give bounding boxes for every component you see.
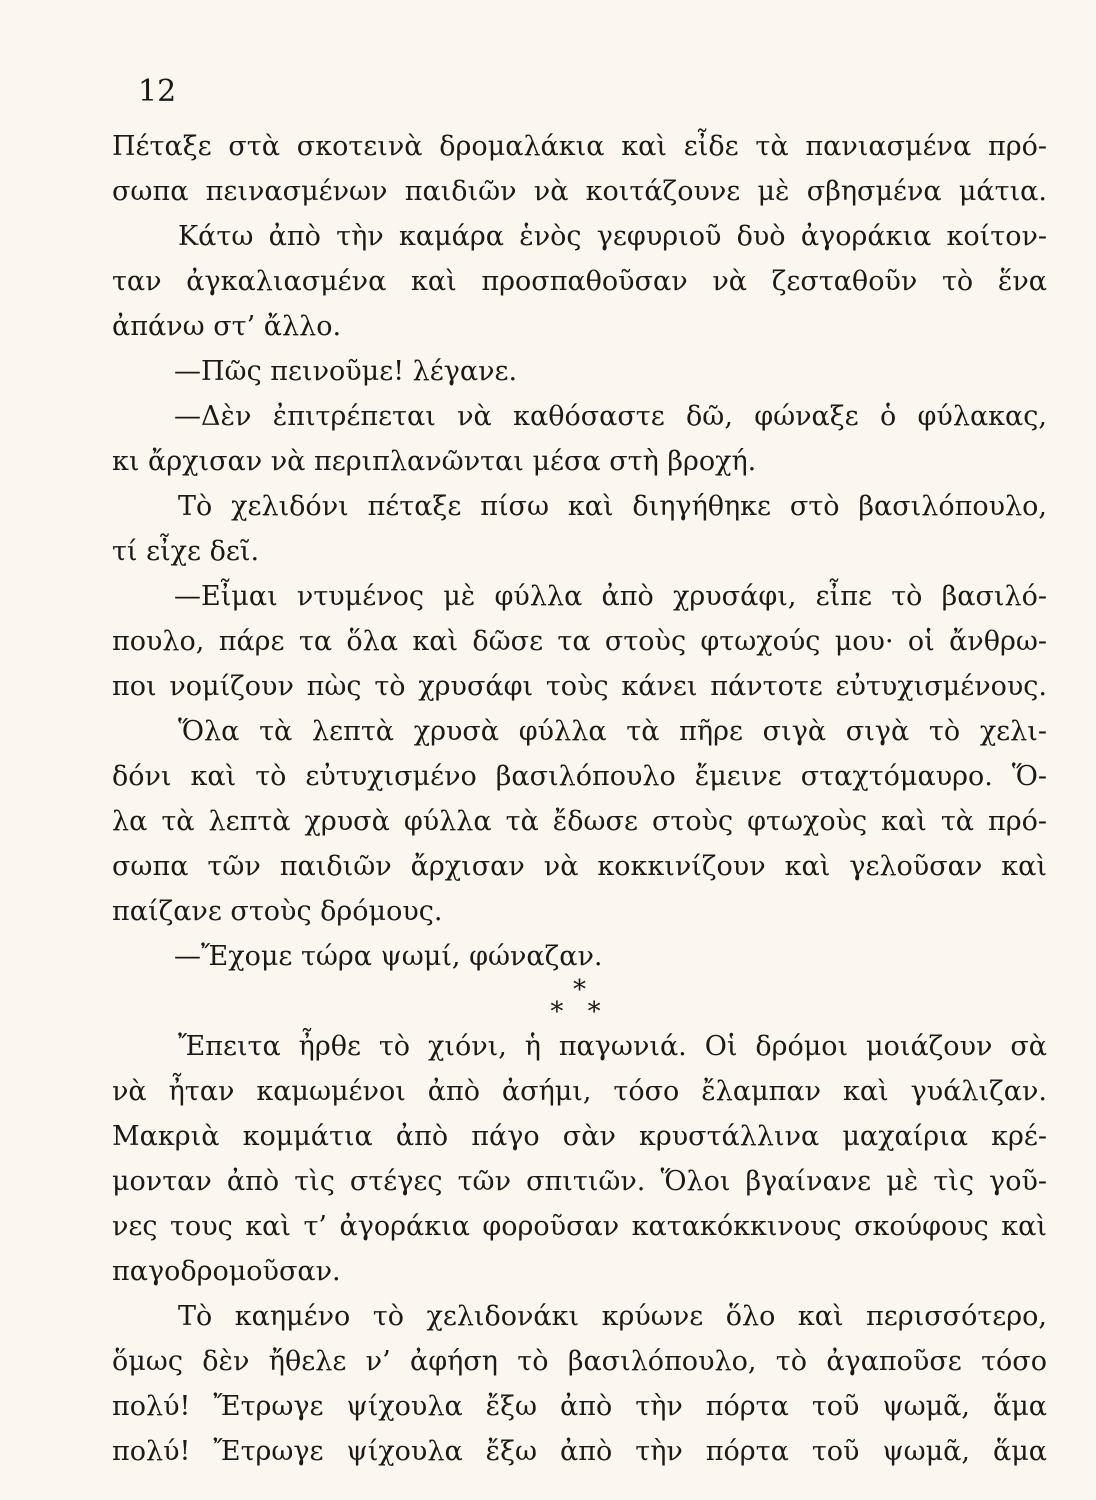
- text-line: πουλο, πάρε τα ὅλα καὶ δῶσε τα στοὺς φτωχούς μου· οἱ ἄνθρω-: [112, 626, 1047, 657]
- text-line: μονταν ἀπὸ τὶς στέγες τῶν σπιτιῶν. Ὅλοι βγαίνανε μὲ τὶς γοῦ-: [112, 1166, 1047, 1197]
- text-line: Πέταξε στὰ σκοτεινὰ δρομαλάκια καὶ εἶδε τὰ πανιασμένα πρό-: [112, 131, 1047, 162]
- dialogue-line: —Ἔχομε τώρα ψωμί, φώναζαν.: [174, 941, 603, 972]
- text-line: λα τὰ λεπτὰ χρυσὰ φύλλα τὰ ἔδωσε στοὺς φτωχοὺς καὶ τὰ πρό-: [112, 806, 1047, 837]
- separator-star: *: [573, 975, 586, 1005]
- paragraph-start-line: Τὸ χελιδόνι πέταξε πίσω καὶ διηγήθηκε στὸ βασιλόπουλο,: [178, 491, 1047, 522]
- paragraph-end-line: ἀπάνω στ’ ἄλλο.: [112, 311, 342, 342]
- paragraph-start-line: Κάτω ἀπὸ τὴν καμάρα ἑνὸς γεφυριοῦ δυὸ ἀγοράκια κοίτον-: [178, 221, 1047, 252]
- text-line: Μακριὰ κομμάτια ἀπὸ πάγο σὰν κρυστάλλινα μαχαίρια κρέ-: [112, 1121, 1047, 1152]
- text-line: πολύ! Ἔτρωγε ψίχουλα ἔξω ἀπὸ τὴν πόρτα τοῦ ψωμᾶ, ἅμα: [112, 1391, 1047, 1422]
- text-line: νὰ ἦταν καμωμένοι ἀπὸ ἀσήμι, τόσο ἔλαμπαν καὶ γυάλιζαν.: [112, 1076, 1047, 1107]
- paragraph-start-line: Ὅλα τὰ λεπτὰ χρυσὰ φύλλα τὰ πῆρε σιγὰ σιγὰ τὸ χελι-: [178, 716, 1047, 747]
- text-line: πολύ! Ἔτρωγε ψίχουλα ἔξω ἀπὸ τὴν πόρτα τοῦ ψωμᾶ, ἅμα: [112, 1436, 1047, 1467]
- page-body: [112, 124, 1047, 1474]
- page-number: 12: [138, 74, 177, 109]
- text-line: δόνι καὶ τὸ εὐτυχισμένο βασιλόπουλο ἔμεινε σταχτόμαυρο. Ὅ-: [112, 761, 1047, 792]
- paragraph-start-line: Τὸ καημένο τὸ χελιδονάκι κρύωνε ὅλο καὶ περισσότερο,: [178, 1301, 1047, 1332]
- text-line: ὅμως δὲν ἤθελε ν’ ἀφήση τὸ βασιλόπουλο, τὸ ἀγαποῦσε τόσο: [112, 1346, 1047, 1377]
- text-line: σωπα τῶν παιδιῶν ἄρχισαν νὰ κοκκινίζουν καὶ γελοῦσαν καὶ: [112, 851, 1047, 882]
- text-line: ποι νομίζουν πὼς τὸ χρυσάφι τοὺς κάνει πάντοτε εὐτυχισμένους.: [112, 671, 1047, 702]
- paragraph-end-line: κι ἄρχισαν νὰ περιπλανῶνται μέσα στὴ βροχή.: [112, 446, 757, 477]
- dialogue-line: —Εἶμαι ντυμένος μὲ φύλλα ἀπὸ χρυσάφι, εἶπε τὸ βασιλό-: [174, 581, 1047, 612]
- paragraph-end-line: παίζανε στοὺς δρόμους.: [112, 896, 443, 927]
- paragraph-end-line: τί εἶχε δεῖ.: [112, 536, 260, 567]
- text-line: ταν ἀγκαλιασμένα καὶ προσπαθοῦσαν νὰ ζεσταθοῦν τὸ ἕνα: [112, 266, 1047, 297]
- section-separator: [112, 975, 1047, 1027]
- separator-stars: * *: [550, 997, 609, 1027]
- text-line: νες τους καὶ τ’ ἀγοράκια φοροῦσαν κατακόκκινους σκούφους καὶ: [112, 1211, 1047, 1242]
- paragraph-start-line: Ἔπειτα ἦρθε τὸ χιόνι, ἡ παγωνιά. Οἱ δρόμοι μοιάζουν σὰ: [178, 1031, 1047, 1062]
- dialogue-line: —Πῶς πεινοῦμε! λέγανε.: [174, 356, 518, 387]
- dialogue-line: —Δὲν ἐπιτρέπεται νὰ καθόσαστε δῶ, φώναξε ὁ φύλακας,: [174, 401, 1047, 432]
- text-line: σωπα πεινασμένων παιδιῶν νὰ κοιτάζουνε μὲ σβησμένα μάτια.: [112, 176, 1047, 207]
- paragraph-end-line: παγοδρομοῦσαν.: [112, 1256, 341, 1287]
